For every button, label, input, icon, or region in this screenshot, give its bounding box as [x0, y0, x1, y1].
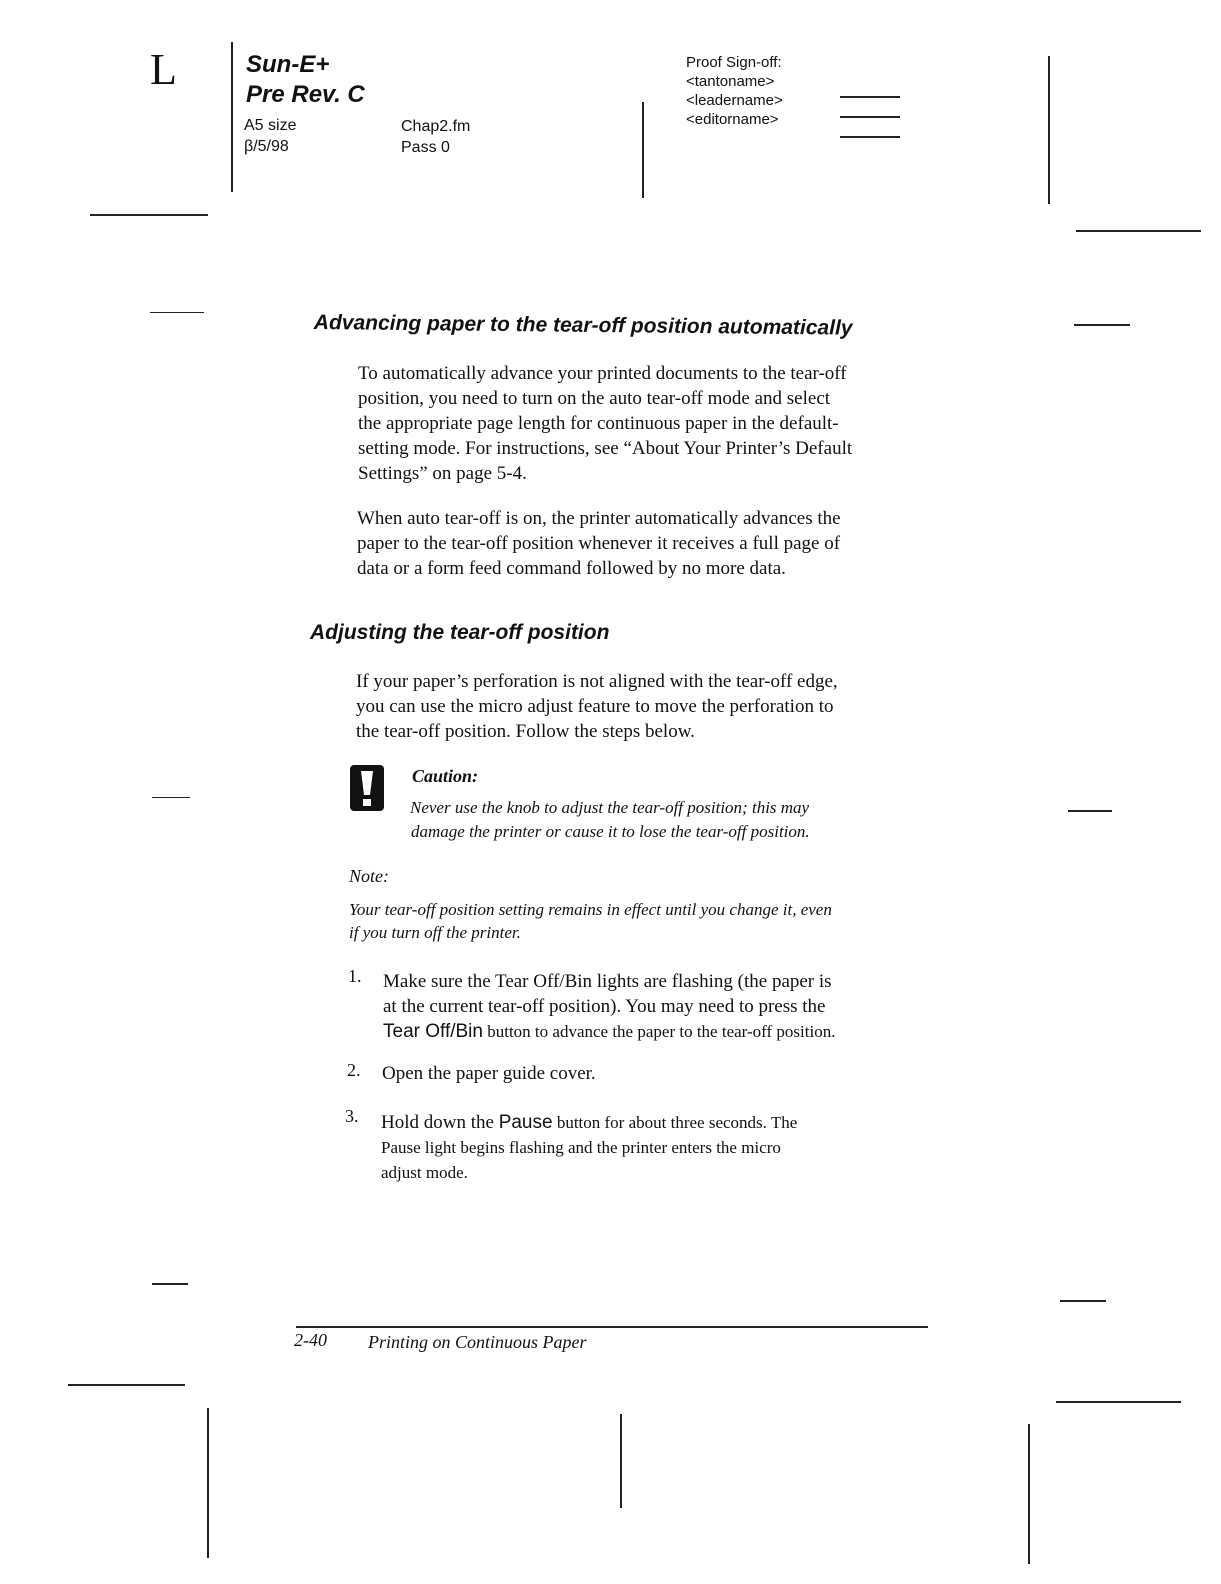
project-name: Sun-E+ — [246, 51, 330, 78]
revision-label: Pre Rev. C — [246, 81, 365, 108]
text-line: Never use the knob to adjust the tear-off position; this may — [410, 798, 810, 817]
proof-signoff-label: Proof Sign-off: — [686, 54, 782, 71]
crop-mark — [152, 1283, 188, 1285]
crop-mark — [90, 214, 208, 216]
crop-mark — [1056, 1401, 1181, 1403]
caution-text — [410, 796, 970, 844]
text-line — [383, 1019, 983, 1044]
print-date: β/5/98 — [244, 138, 289, 155]
text-line: Your tear-off position setting remains in effect until you change it, even — [349, 900, 832, 919]
signoff-line-1 — [840, 96, 900, 98]
crop-mark — [1028, 1424, 1030, 1564]
header-divider-left — [231, 42, 233, 192]
note-text — [349, 898, 969, 944]
text-segment: button for about three seconds. The — [552, 1113, 798, 1132]
crop-mark — [1074, 324, 1130, 326]
paragraph-adjust-intro — [356, 669, 956, 744]
step-3-text — [381, 1110, 981, 1185]
text-segment: button to advance the paper to the tear-off position. — [482, 1022, 836, 1041]
footer-rule — [296, 1326, 928, 1328]
tear-off-bin-button-label: Tear Off/Bin — [383, 1021, 483, 1042]
crop-mark — [152, 797, 190, 798]
file-name: Chap2.fm — [401, 118, 471, 135]
text-segment: Hold down the — [381, 1112, 499, 1133]
header-divider-right — [1048, 56, 1050, 204]
crop-mark — [620, 1414, 622, 1508]
step-number: 1. — [348, 966, 362, 986]
section-heading-adjust-tearoff: Adjusting the tear-off position — [310, 621, 610, 644]
text-line: Make sure the Tear Off/Bin lights are flashing (the paper is — [383, 971, 832, 992]
text-line: When auto tear-off is on, the printer automatically advances the — [357, 508, 841, 529]
text-line: the appropriate page length for continuous paper in the default- — [358, 413, 839, 434]
step-number: 3. — [345, 1106, 359, 1126]
text-line: adjust mode. — [381, 1163, 468, 1182]
text-line: you can use the micro adjust feature to move the perforation to — [356, 696, 834, 717]
signoff-line-2 — [840, 116, 900, 118]
step-number: 2. — [347, 1060, 361, 1080]
caution-label: Caution: — [412, 766, 479, 786]
text-line: setting mode. For instructions, see “About Your Printer’s Default — [358, 438, 853, 459]
step-1-text — [383, 969, 983, 1044]
crop-mark — [207, 1408, 209, 1558]
paragraph-auto-tearoff-intro — [358, 361, 958, 486]
text-line: at the current tear-off position). You may need to press the — [383, 996, 826, 1017]
crop-mark — [1076, 230, 1201, 232]
text-line: If your paper’s perforation is not aligned with the tear-off edge, — [356, 671, 838, 692]
text-line: To automatically advance your printed documents to the tear-off — [358, 363, 847, 384]
pause-button-label: Pause — [498, 1112, 553, 1133]
text-line: Settings” on page 5-4. — [358, 463, 527, 484]
footer-page-number: 2-40 — [294, 1330, 327, 1350]
crop-mark — [1060, 1300, 1106, 1302]
text-line: Open the paper guide cover. — [382, 1063, 596, 1084]
text-line: damage the printer or cause it to lose the tear-off position. — [411, 822, 810, 841]
caution-icon — [350, 765, 384, 811]
text-line: Pause light begins flashing and the printer enters the micro — [381, 1138, 781, 1157]
pass-label: Pass 0 — [401, 139, 450, 156]
page-size: A5 size — [244, 117, 297, 134]
proof-name-2: <leadername> — [686, 92, 783, 109]
proof-name-3: <editorname> — [686, 111, 779, 128]
crop-mark — [150, 312, 204, 313]
note-label: Note: — [349, 866, 389, 886]
footer-chapter-title: Printing on Continuous Paper — [368, 1332, 587, 1352]
text-line: the tear-off position. Follow the steps below. — [356, 721, 695, 742]
crop-mark — [68, 1384, 185, 1386]
text-line: data or a form feed command followed by no more data. — [357, 558, 786, 579]
signoff-line-3 — [840, 136, 900, 138]
section-heading-auto-tearoff: Advancing paper to the tear-off position automatically — [313, 311, 853, 340]
header-divider-mid — [642, 102, 644, 198]
page-side-marker: L — [150, 45, 177, 94]
proof-name-1: <tantoname> — [686, 73, 775, 90]
crop-mark — [1068, 810, 1112, 812]
text-line: position, you need to turn on the auto tear-off mode and select — [358, 388, 831, 409]
text-line: if you turn off the printer. — [349, 923, 521, 942]
paragraph-auto-tearoff-behavior — [357, 506, 957, 581]
text-line — [381, 1110, 981, 1135]
text-line: paper to the tear-off position whenever it receives a full page of — [357, 533, 841, 554]
step-2-text — [382, 1061, 982, 1086]
